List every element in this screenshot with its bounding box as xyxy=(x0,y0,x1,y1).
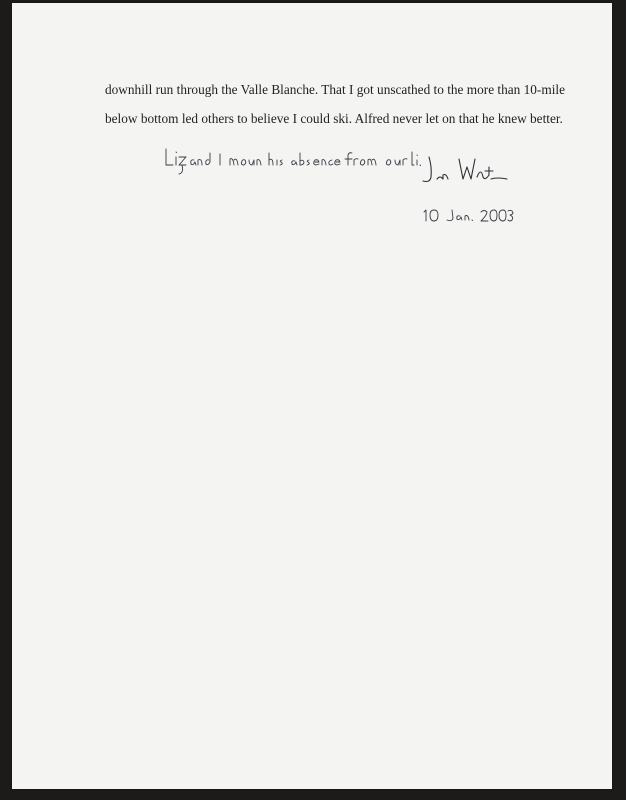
body-text-line-2: below bottom led others to believe I could ski. Alfred never let on that he knew better. xyxy=(105,111,563,126)
signature xyxy=(417,153,512,189)
handwritten-date xyxy=(420,205,515,227)
handwritten-note xyxy=(162,143,422,179)
body-text-line-1: downhill run through the Valle Blanche. That I got unscathed to the more than 10-mile xyxy=(105,82,565,97)
document-page xyxy=(12,3,612,789)
